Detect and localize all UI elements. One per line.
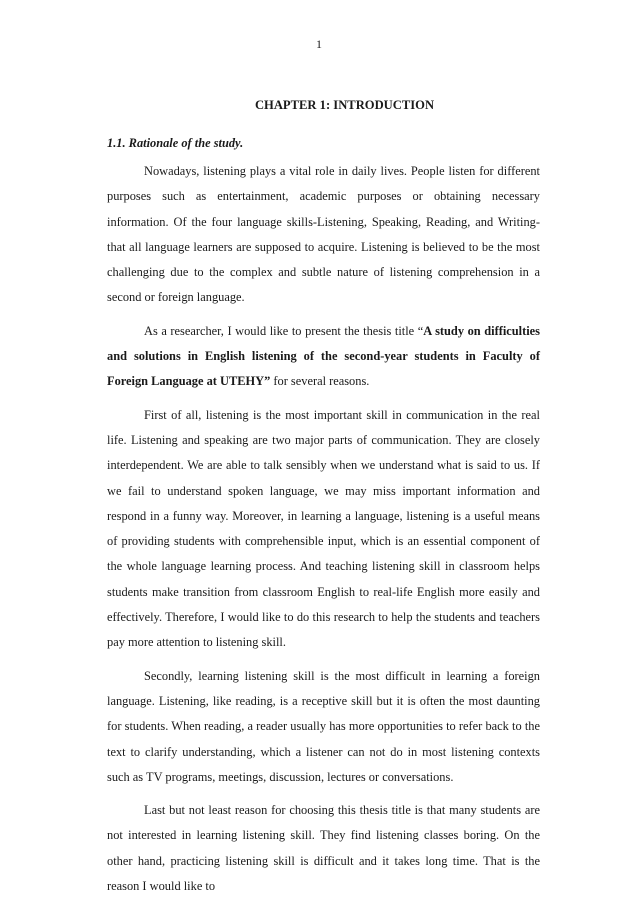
paragraph-last-reason: Last but not least reason for choosing this thesis title is that many students are not interested in learning listening skill. They find listening classes boring. On the other hand, practicing listening skill is difficult and it takes long time. That is the reason I would like to bbox=[107, 803, 540, 894]
thesis-intro-text: As a researcher, I would like to present the thesis title “ bbox=[144, 323, 424, 338]
page-content bbox=[107, 98, 540, 907]
section-heading: 1.1. Rationale of the study. bbox=[107, 136, 244, 150]
page-number: 1 bbox=[316, 37, 322, 51]
paragraph-first-reason: First of all, listening is the most important skill in communication in the real life. Listening and speaking are two major parts of communication. They are closely interdependent. We are able to talk sensibly when we understand what is said to us. If we fail to understand spoken language, we may miss important information and respond in a funny way. Moreover, in learning a language, listening is a useful means of providing students with comprehensible input, which is an essential component of the whole language learning process. And teaching listening skill in classroom helps students make transition from classroom English to real-life English more easily and effectively. Therefore, I would like to do this research to help the students and teachers pay more attention to listening skill. bbox=[107, 407, 540, 650]
thesis-outro-text: for several reasons. bbox=[270, 374, 370, 389]
paragraph-intro: Nowadays, listening plays a vital role in daily lives. People listen for different purposes such as entertainment, academic purposes or obtaining necessary information. Of the four language skills-Listening, Speaking, Reading, and Writing-that all language learners are supposed to acquire. Listening is believed to be the most challenging due to the complex and subtle nature of listening comprehension in a second or foreign language. bbox=[107, 164, 540, 305]
thesis-title-bold: A study on difficulties and solutions in English listening of the second-year students in Faculty of Foreign Language at UTEHY” bbox=[107, 323, 540, 389]
paragraph-second-reason: Secondly, learning listening skill is the most difficult in learning a foreign language. Listening, like reading, is a receptive skill but it is often the most daunting for students. When reading, a reader usually has more opportunities to refer back to the text to clarify understanding, which a listener can not do in most listening contexts such as TV programs, meetings, discussion, lectures or conversations. bbox=[107, 668, 540, 784]
chapter-title: CHAPTER 1: INTRODUCTION bbox=[254, 98, 435, 112]
paragraph-thesis-title bbox=[107, 319, 540, 395]
